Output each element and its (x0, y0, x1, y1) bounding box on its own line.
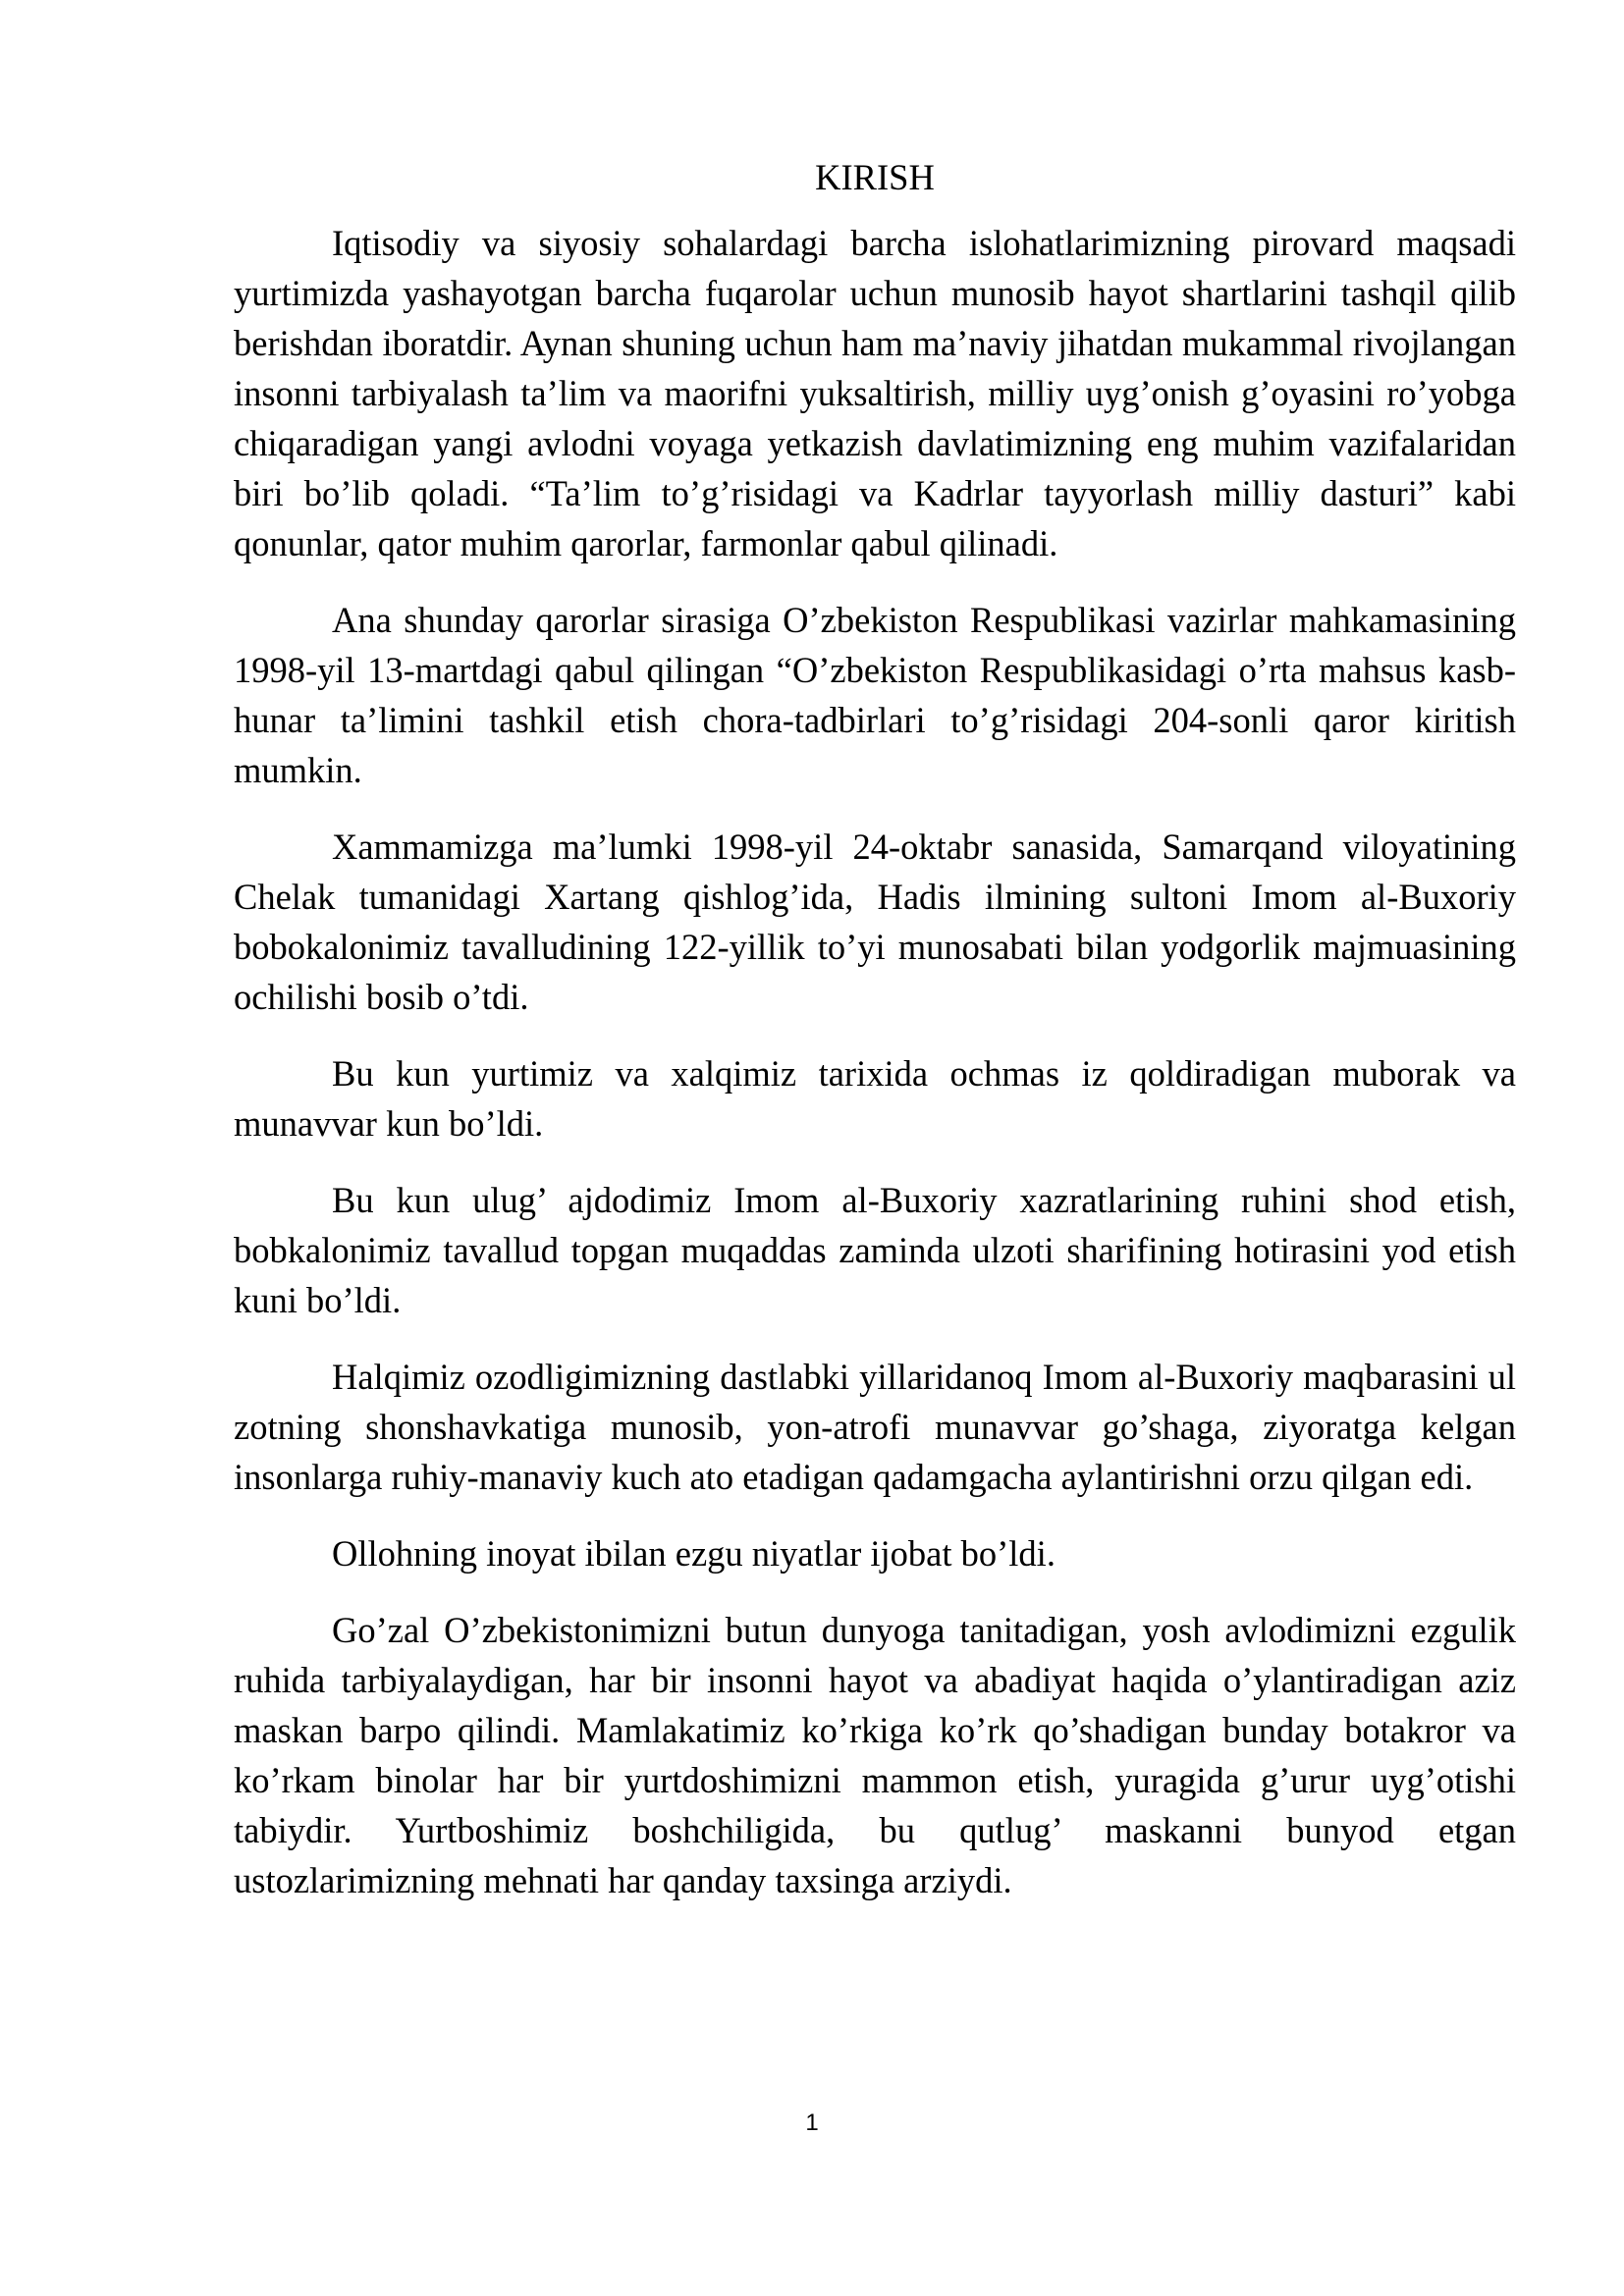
paragraph-2: Ana shunday qarorlar sirasiga O’zbekiston Respublikasi vazirlar mahkamasining 1998-yil 13-martdagi qabul qilingan “O’zbekiston Respublikasidagi o’rta mahsus kasb-hunar ta’limini tashkil etish chora-tadbirlari to’g’risidagi 204-sonli qaror kiritish mumkin. (234, 600, 1516, 790)
paragraph-8: Go’zal O’zbekistonimizni butun dunyoga tanitadigan, yosh avlodimizni ezgulik ruhida tarbiyalaydigan, har bir insonni hayot va abadiyat haqida o’ylantiradigan aziz maskan barpo qilindi. Mamlakatimiz ko’rkiga ko’rk qo’shadigan bunday botakror va ko’rkam binolar har bir yurtdoshimizni mammon etish, yuragida g’urur uyg’otishi tabiydir. Yurtboshimiz boshchiligida, bu qutlug’ maskanni bunyod etgan ustozlarimizning mehnati har qanday taxsinga arziydi. (234, 1610, 1516, 1900)
paragraph-3: Xammamizga ma’lumki 1998-yil 24-oktabr sanasida, Samarqand viloyatining Chelak tumanidagi Xartang qishlog’ida, Hadis ilmining sultoni Imom al-Buxoriy bobokalonimiz tavalludining 122-yillik to’yi munosabati bilan yodgorlik majmuasining ochilishi bosib o’tdi. (234, 827, 1516, 1017)
document-body (234, 152, 1516, 1932)
page-number: 1 (805, 2109, 819, 2136)
section-title: KIRISH (815, 157, 935, 197)
paragraph-6: Halqimiz ozodligimizning dastlabki yillaridanoq Imom al-Buxoriy maqbarasini ul zotning shonshavkatiga munosib, yon-atrofi munavvar go’shaga, ziyoratga kelgan insonlarga ruhiy-manaviy kuch ato etadigan qadamgacha aylantirishni orzu qilgan edi. (234, 1357, 1516, 1497)
paragraph-4: Bu kun yurtimiz va xalqimiz tarixida ochmas iz qoldiradigan muborak va munavvar kun bo’ldi. (234, 1053, 1516, 1144)
paragraph-1: Iqtisodiy va siyosiy sohalardagi barcha islohatlarimizning pirovard maqsadi yurtimizda yashayotgan barcha fuqarolar uchun munosib hayot shartlarini tashqil qilib berishdan iboratdir. Aynan shuning uchun ham ma’naviy jihatdan mukammal rivojlangan insonni tarbiyalash ta’lim va maorifni yuksaltirish, milliy uyg’onish g’oyasini ro’yobga chiqaradigan yangi avlodni voyaga yetkazish davlatimizning eng muhim vazifalaridan biri bo’lib qoladi. “Ta’lim to’g’risidagi va Kadrlar tayyorlash milliy dasturi” kabi qonunlar, qator muhim qarorlar, farmonlar qabul qilinadi. (234, 223, 1516, 563)
paragraph-5: Bu kun ulug’ ajdodimiz Imom al-Buxoriy xazratlarining ruhini shod etish, bobkalonimiz tavallud topgan muqaddas zaminda ulzoti sharifining hotirasini yod etish kuni bo’ldi. (234, 1180, 1516, 1320)
paragraph-7: Ollohning inoyat ibilan ezgu niyatlar ijobat bo’ldi. (332, 1533, 1056, 1574)
